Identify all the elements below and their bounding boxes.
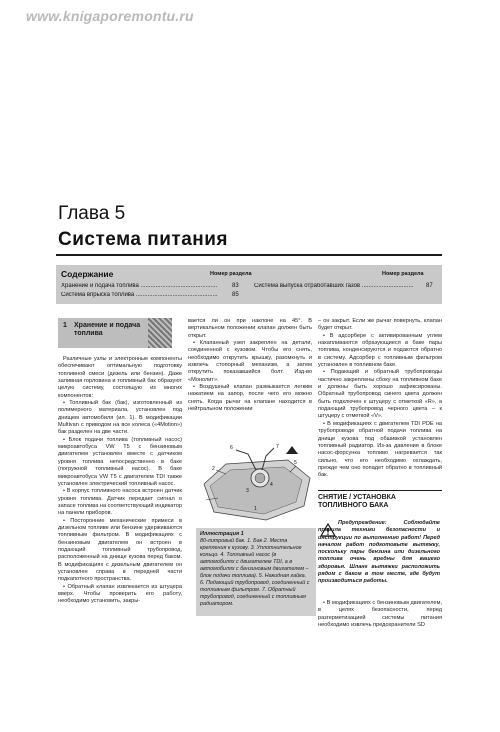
paragraph: – он закрыт. Если же рычаг повернуть, клапан будет открыт. xyxy=(318,318,442,332)
toc-entry-page: 87 xyxy=(426,283,433,289)
toc-entry xyxy=(254,283,424,289)
table-of-contents xyxy=(56,265,442,304)
paragraph: • В модификациях с двигателем TDI PDE на трубопроводе обратной подачи топлива на днище кузова под обшивкой установлен топливный радиатор. Из-за давления в блоке насос-форсунка топливо нагревается так сильно, что его необходимо охлаждать, прежде чем оно попадет обратно в топливный бак. xyxy=(318,420,442,479)
toc-heading: Содержание xyxy=(61,269,114,279)
paragraph: • Обратный клапан извлекается из штуцера вверх. Чтобы проверить его работу, необходимо установить, закры- xyxy=(58,583,182,605)
section-header xyxy=(58,318,172,348)
section-hatch-decoration xyxy=(148,318,172,348)
paragraph: • Воздушный клапан размыкается легким нажатием на запор, после чего его можно снять. Когда рычаг на клапане находится в нейтральном положении xyxy=(188,384,312,413)
svg-text:7: 7 xyxy=(276,444,279,450)
text-column-3-tail xyxy=(318,600,442,640)
caption-text: 80-литровый бак. 1. Бак 2. Места крепления к кузову. 3. Уплотнительное кольцо. 4. Топливный насос (в автомобилях с двигателем TDI, а в автомобилях с бензиновым двигателем – блок подачи топлива). 5. Накидная гайка. 6. Подающий трубопровод, соединенный с топливным фильтром. 7. Обратный трубопровод, соединенный с топливным радиатором. xyxy=(200,538,310,607)
toc-entry-page: 83 xyxy=(232,283,239,289)
svg-text:1: 1 xyxy=(254,506,257,512)
toc-column-label-left: Номер раздела xyxy=(210,271,252,277)
illustration-caption xyxy=(196,528,316,616)
text-column-1 xyxy=(58,356,182,720)
paragraph: • Подающий и обратный трубопроводы частично закреплены сбоку на топливном баке и должны быть хорошо зафиксированы. Обратный трубопровод синего цвета должен быть подключен к штуцеру с отметкой «R», а подающий трубопровод черного цвета – к штуцеру с отметкой «V». xyxy=(318,369,442,420)
chapter-title: Система питания xyxy=(58,229,229,250)
paragraph: вается ли он при наклоне на 45°. В вертикальном положении клапан должен быть открыт. xyxy=(188,318,312,339)
title-rule xyxy=(56,254,442,256)
section-title: Хранение и подача топлива xyxy=(74,322,141,337)
toc-entry xyxy=(61,283,241,289)
subsection-rule xyxy=(318,490,442,491)
svg-text:3: 3 xyxy=(246,488,249,494)
toc-entry-text: Система впрыска топлива ................................................. xyxy=(61,292,218,298)
caption-heading: Иллюстрация 1 xyxy=(200,531,244,537)
paragraph: • В модификациях с бензиновым двигателем, в целях безопасности, перед разгерметизацией системы питания необходимо извлечь предохранители SD xyxy=(318,600,442,629)
paragraph: • В адсорбере с активированным углем накапливаются образующиеся в баке пары топлива, конденсируются и подаются обратно в систему. Адсорбер с топливным фильтром установлен в топливном баке. xyxy=(318,332,442,369)
paragraph: Различные узлы и электронные компоненты обеспечивают оптимальную подготовку топливной смеси (дизель или бензин). Даже заливная горловина и топливный бак образуют целую систему, состоящую из многих компонентов: xyxy=(58,356,182,399)
svg-text:4: 4 xyxy=(270,482,273,488)
paragraph: • Клапанный узел закреплен на детали, соединенной с кузовом. Чтобы его снять, необходимо открутить крышку, разомкнуть и извлечь стопорный механизм, а затем открутить показавшийся болт. Изд-во «Монолит». xyxy=(188,340,312,383)
watermark: www.knigaporemontu.ru xyxy=(26,8,194,24)
svg-text:5: 5 xyxy=(294,460,297,466)
toc-entry-page: 85 xyxy=(232,292,239,298)
toc-entry-text: Система выпуска отработавших газов ............................... xyxy=(254,283,414,289)
svg-text:2: 2 xyxy=(212,466,215,472)
section-number: 1 xyxy=(63,322,67,329)
paragraph: • Блок подачи топлива (топливный насос) микроавтобуса VW T5 с бензиновым двигателем установлен вместе с датчиком уровня топлива непосредственно в баке (погружной топливный насос). В баке микроавтобуса VW T5 с двигателем TDI также установлен электрический топливный насос. xyxy=(58,436,182,487)
paragraph: • Топливный бак (бак), изготовленный из полимерного материала, установлен под днищем автомобиля (ил. 1). В модификации Multivan с приводом на все колеса («4Motion») бак разделен на две части. xyxy=(58,400,182,436)
svg-text:6: 6 xyxy=(230,445,233,451)
paragraph: • В корпус топливного насоса встроен датчик уровня топлива. Датчик передает сигнал о запасе топлива на соответствующий индикатор на панели приборов. xyxy=(58,488,182,517)
chapter-label: Глава 5 xyxy=(58,203,126,224)
subsection-title: СНЯТИЕ / УСТАНОВКА ТОПЛИВНОГО БАКА xyxy=(318,494,396,509)
fuel-tank-illustration xyxy=(196,440,316,526)
text-column-3 xyxy=(318,318,442,490)
toc-column-label-right: Номер раздела xyxy=(382,271,424,277)
paragraph: • Посторонние механические примеси в дизельном топливе или бензине удерживаются топливным фильтром. В модификациях с бензиновым двигателем он встроен в подающий топливный трубопровод, расположенный на днище кузова перед баком. В модификациях с дизельным двигателем он установлен справа в передней части подкапотного пространства. xyxy=(58,517,182,583)
toc-entry xyxy=(61,292,241,298)
warning-text-block xyxy=(318,520,440,586)
warning-text: Предупреждение: Соблюдайте правила техники безопасности и инструкции по выполнению работ! Перед началом работ подготовьте вытяжку, поскольку пары бензина или дизельного топлива очень вредны для вашего здоровья. Шланг вытяжки расположить рядом с баком в том месте, где будут производиться работы. xyxy=(318,520,440,585)
text-column-2 xyxy=(188,318,312,436)
toc-entry-text: Хранение и подача топлива .............................................. xyxy=(61,283,218,289)
